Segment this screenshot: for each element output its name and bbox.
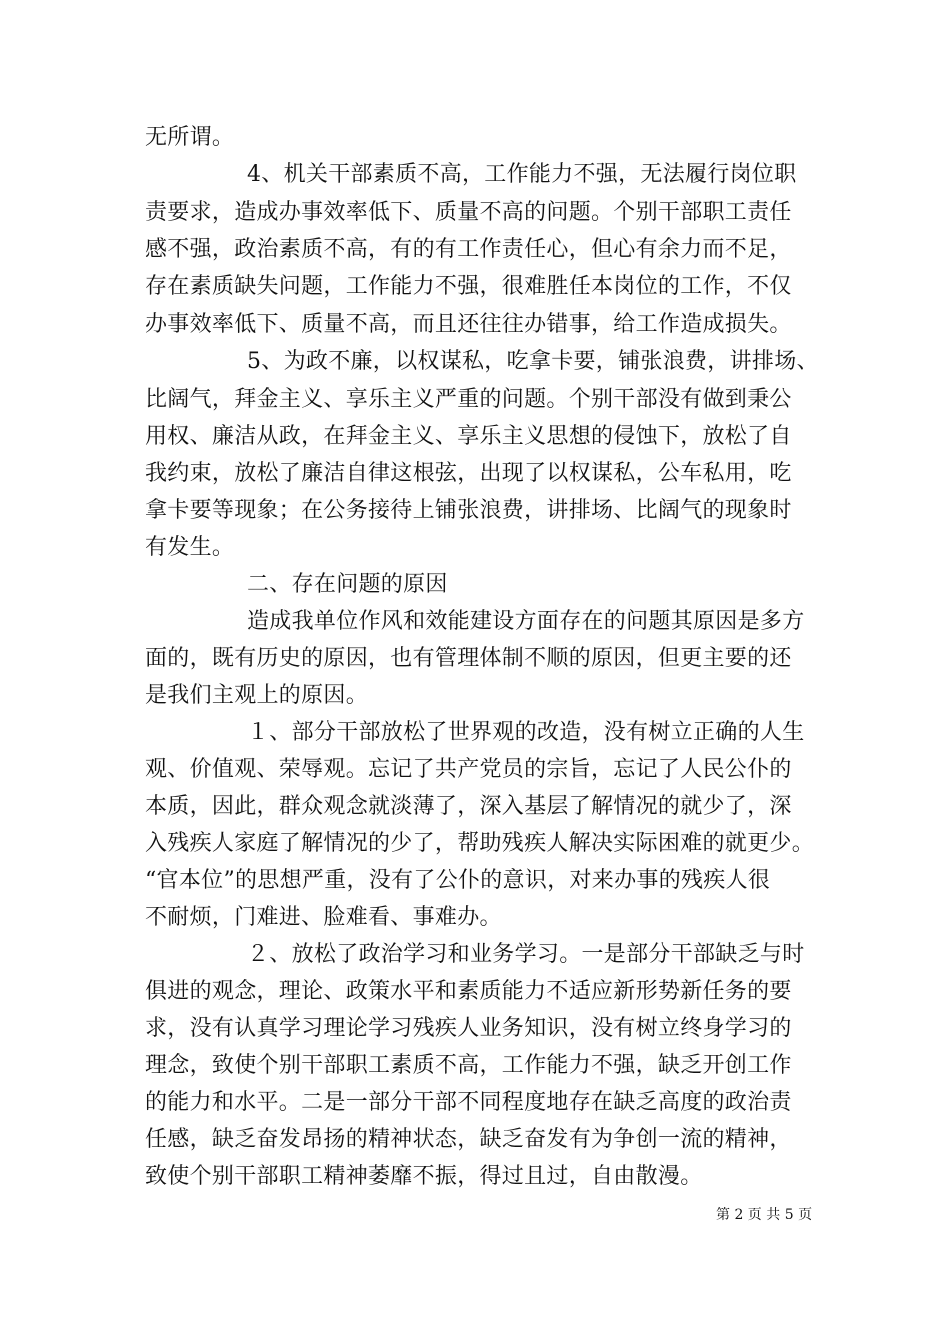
- text-line-28: 任感，缺乏奋发昂扬的精神状态，缺乏奋发有为争创一流的精神，: [145, 1127, 792, 1152]
- text-line-4: 感不强，政治素质不高，有的有工作责任心，但心有余力而不足，: [145, 237, 792, 262]
- text-line-10: 我约束，放松了廉洁自律这根弦，出现了以权谋私，公车私用，吃: [145, 461, 792, 486]
- text-line-1: 无所谓。: [145, 125, 235, 150]
- text-line-23: ２、放松了政治学习和业务学习。一是部分干部缺乏与时: [247, 942, 805, 967]
- text-line-22: 不耐烦，门难进、脸难看、事难办。: [145, 905, 502, 930]
- text-line-6: 办事效率低下、质量不高，而且还往往办错事，给工作造成损失。: [145, 312, 792, 337]
- text-line-21: “官本位”的思想严重，没有了公仆的意识，对来办事的残疾人很: [145, 868, 771, 893]
- text-line-24: 俱进的观念，理论、政策水平和素质能力不适应新形势新任务的要: [145, 979, 792, 1004]
- text-line-9: 用权、廉洁从政，在拜金主义、享乐主义思想的侵蚀下，放松了自: [145, 424, 792, 449]
- text-line-26: 理念，致使个别干部职工素质不高，工作能力不强，缺乏开创工作: [145, 1053, 792, 1078]
- section-heading: 二、存在问题的原因: [247, 572, 448, 597]
- text-line-19: 本质，因此，群众观念就淡薄了，深入基层了解情况的就少了，深: [145, 794, 792, 819]
- text-line-15: 面的，既有历史的原因，也有管理体制不顺的原因，但更主要的还: [145, 646, 792, 671]
- text-line-3: 责要求，造成办事效率低下、质量不高的问题。个别干部职工责任: [145, 200, 792, 225]
- text-line-29: 致使个别干部职工精神萎靡不振，得过且过，自由散漫。: [145, 1164, 703, 1189]
- text-line-7: 5、为政不廉，以权谋私，吃拿卡要，铺张浪费，讲排场、: [247, 349, 819, 374]
- text-line-12: 有发生。: [145, 535, 235, 560]
- text-line-27: 的能力和水平。二是一部分干部不同程度地存在缺乏高度的政治责: [145, 1090, 792, 1115]
- text-line-11: 拿卡要等现象；在公务接待上铺张浪费，讲排场、比阔气的现象时: [145, 498, 792, 523]
- text-line-14: 造成我单位作风和效能建设方面存在的问题其原因是多方: [247, 609, 805, 634]
- text-line-5: 存在素质缺失问题，工作能力不强，很难胜任本岗位的工作，不仅: [145, 274, 792, 299]
- text-line-25: 求，没有认真学习理论学习残疾人业务知识，没有树立终身学习的: [145, 1016, 792, 1041]
- text-line-2: 4、机关干部素质不高，工作能力不强，无法履行岗位职: [247, 162, 797, 187]
- page-number-footer: 第 2 页 共 5 页: [716, 1207, 813, 1223]
- text-line-20: 入残疾人家庭了解情况的少了，帮助残疾人解决实际困难的就更少。: [145, 831, 815, 856]
- text-line-17: １、部分干部放松了世界观的改造，没有树立正确的人生: [247, 720, 805, 745]
- text-line-8: 比阔气，拜金主义、享乐主义严重的问题。个别干部没有做到秉公: [145, 387, 792, 412]
- text-line-16: 是我们主观上的原因。: [145, 683, 369, 708]
- text-line-18: 观、价值观、荣辱观。忘记了共产党员的宗旨，忘记了人民公仆的: [145, 757, 792, 782]
